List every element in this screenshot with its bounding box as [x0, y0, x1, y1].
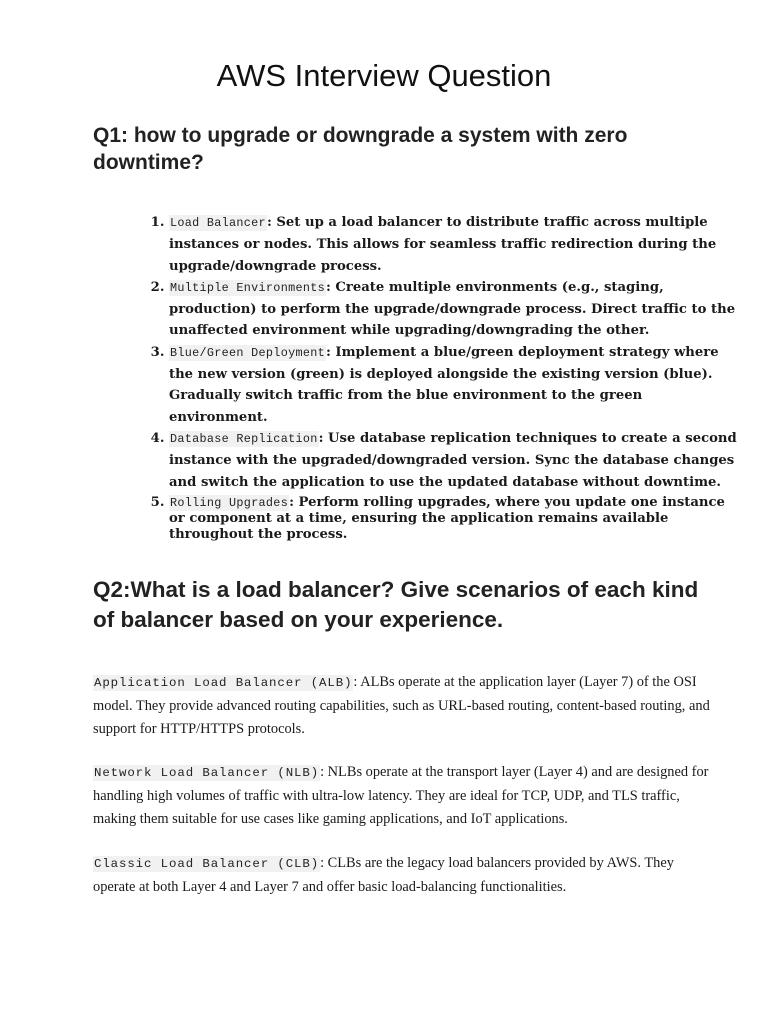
- list-item-term: Load Balancer: [170, 216, 266, 230]
- question-1-answer-list: [138, 212, 741, 543]
- paragraph-term: Application Load Balancer (ALB): [94, 676, 353, 690]
- list-item-text: : Perform rolling upgrades, where you update one instance or component at a time, ensuring the application remains available throughout the process.: [169, 494, 725, 542]
- paragraph-text: : CLBs are the legacy load balancers provided by AWS. They operate at both Layer 4 and Layer 7 and offer basic load-balancing functionalities.: [93, 855, 674, 895]
- list-item: [169, 493, 741, 543]
- paragraph-term: Classic Load Balancer (CLB): [94, 857, 320, 871]
- question-2-heading: Q2:What is a load balancer? Give scenarios of each kind of balancer based on your experience.: [93, 577, 699, 632]
- paragraph-term: Network Load Balancer (NLB): [94, 766, 320, 780]
- list-item-term: Multiple Environments: [170, 280, 325, 295]
- list-item-term: Blue/Green Deployment: [170, 345, 325, 360]
- list-item-text: : Use database replication techniques to create a second instance with the upgraded/downgraded version. Sync the database changes and switch the application to use the updated database without downtime.: [169, 430, 737, 490]
- list-item: [169, 212, 741, 277]
- document-title: AWS Interview Question: [216, 58, 552, 93]
- list-item: [169, 342, 741, 428]
- paragraph-text: : NLBs operate at the transport layer (Layer 4) and are designed for handling high volumes of traffic with ultra-low latency. They are ideal for TCP, UDP, and TLS traffic, making them suitable for use cases like gaming applications, and IoT applications.: [93, 764, 709, 827]
- question-1-heading: Q1: how to upgrade or downgrade a system with zero downtime?: [93, 124, 628, 174]
- alb-paragraph: [93, 671, 713, 741]
- list-item: [169, 428, 741, 493]
- list-item-term: Rolling Upgrades: [170, 495, 289, 510]
- list-item-text: : Implement a blue/green deployment strategy where the new version (green) is deployed alongside the existing version (blue). Gradually switch traffic from the blue environment to the green environment.: [169, 344, 719, 425]
- list-item-text: : Create multiple environments (e.g., staging, production) to perform the upgrade/downgrade process. Direct traffic to the unaffected environment while upgrading/downgrading the other.: [169, 279, 736, 339]
- list-item-term: Database Replication: [170, 431, 318, 446]
- list-item-text: : Set up a load balancer to distribute traffic across multiple instances or nodes. This allows for seamless traffic redirection during the upgrade/downgrade process.: [169, 215, 717, 274]
- paragraph-text: : ALBs operate at the application layer (Layer 7) of the OSI model. They provide advanced routing capabilities, such as URL-based routing, content-based routing, and support for HTTP/HTTPS protocols.: [93, 674, 710, 737]
- list-item: [169, 277, 741, 342]
- clb-paragraph: [93, 852, 713, 899]
- nlb-paragraph: [93, 761, 713, 831]
